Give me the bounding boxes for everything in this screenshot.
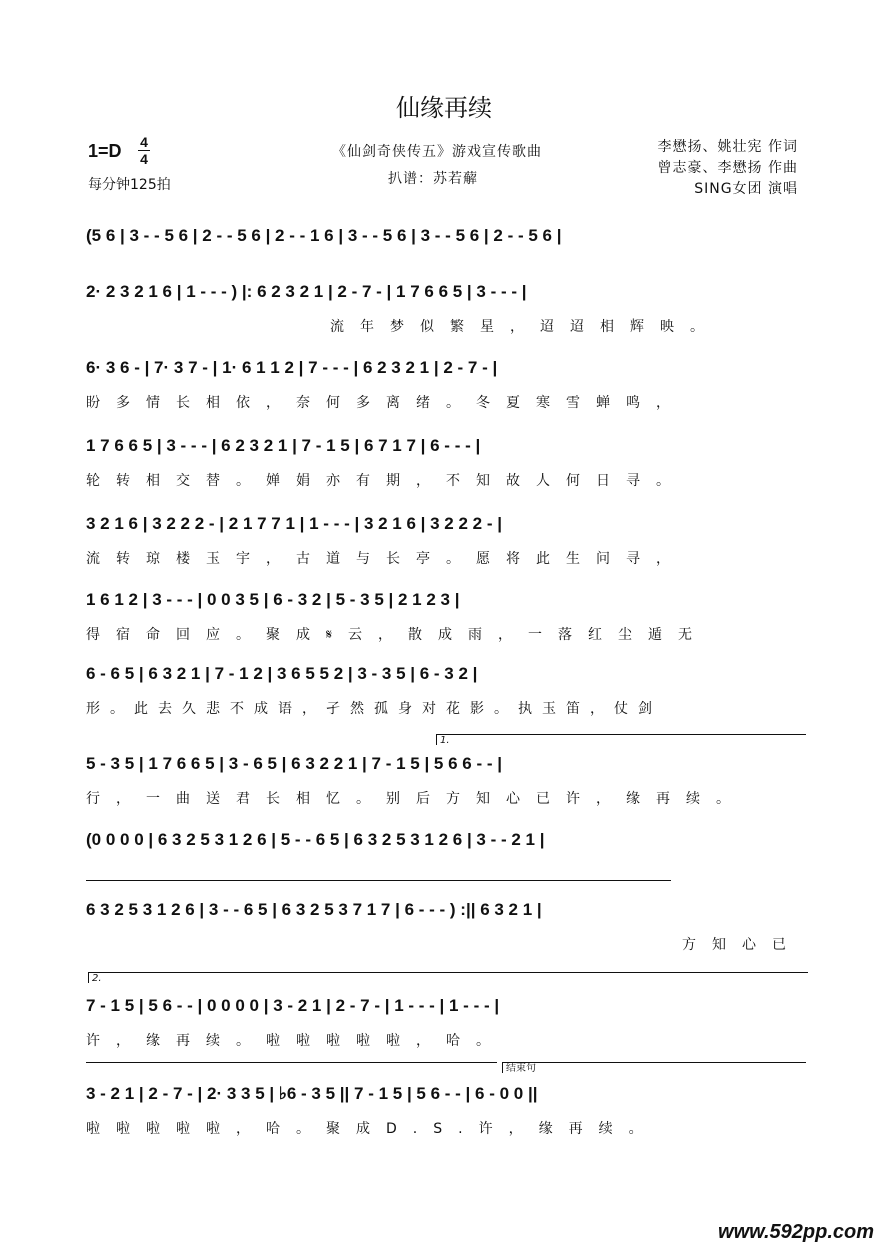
score-line [86,500,804,567]
lyric-row: 流转琼楼玉宇，古道与长亭。愿将此生问寻， [86,551,686,567]
notation-row: 2· 2 3 2 1 6 | 1 - - - ) |: 6 2 3 2 1 | 2 - 7 - | 1 7 6 6 5 | 3 - - - | [86,282,527,301]
lyric-row: 方知心已 [682,937,802,953]
lyric-row: 许，缘再续。啦啦啦啦啦，哈。 [86,1033,506,1049]
second-ending-bracket-continued [86,1062,497,1069]
notation-row: (5 6 | 3 - - 5 6 | 2 - - 5 6 | 2 - - 1 6 | 3 - - 5 6 | 3 - - 5 6 | 2 - - 5 6 | [86,226,562,245]
transcriber: 扒谱：苏若薢 [388,171,478,187]
score-line [86,886,804,953]
first-ending-bracket-continued [86,880,671,889]
lyric-row: 啦啦啦啦啦，哈。聚成D.S.许，缘再续。 [86,1121,659,1137]
lyric-row: 形。此去久悲不成语，孑然孤身对花影。执玉笛，仗剑 [86,701,662,717]
lyric-row: 得宿命回应。聚成𝄋云，散成雨，一落红尘遁无 [86,627,709,643]
lyric-row: 盼多情长相依，奈何多离绪。冬夏寒雪蝉鸣， [86,395,686,411]
score-line [86,973,804,1049]
first-ending-bracket: 1. [436,734,806,745]
notation-row: 6 - 6 5 | 6 3 2 1 | 7 - 1 2 | 3 6 5 5 2 | 3 - 3 5 | 6 - 3 2 | [86,664,478,683]
score-line [86,344,804,411]
notation-row: 6· 3 6 - | 7· 3 7 - | 1· 6 1 1 2 | 7 - - - | 6 2 3 2 1 | 2 - 7 - | [86,358,498,377]
site-watermark: www.592pp.com [718,1221,874,1243]
notation-row: 3 - 2 1 | 2 - 7 - | 2· 3 3 5 | ♭6 - 3 5 || 7 - 1 5 | 5 6 - - | 6 - 0 0 || [86,1084,538,1103]
key-signature: 1=D [88,141,122,161]
time-signature [138,135,150,166]
credit-lyricist: 李懋扬、姚壮宪 作词 [657,139,798,155]
notation-row: 3 2 1 6 | 3 2 2 2 - | 2 1 7 7 1 | 1 - - - | 3 2 1 6 | 3 2 2 2 - | [86,514,502,533]
notation-row: 1 6 1 2 | 3 - - - | 0 0 3 5 | 6 - 3 2 | 5 - 3 5 | 2 1 2 3 | [86,590,460,609]
notation-row: 5 - 3 5 | 1 7 6 6 5 | 3 - 6 5 | 6 3 2 2 1 | 7 - 1 5 | 5 6 6 - - | [86,754,502,773]
subtitle: 《仙剑奇侠传五》游戏宣传歌曲 [332,144,542,160]
lyric-row: 行，一曲送君长相忆。别后方知心已许，缘再续。 [86,791,746,807]
song-title: 仙缘再续 [396,94,492,122]
score-line [86,212,804,272]
lyric-row: 轮转相交替。婵娟亦有期，不知故人何日寻。 [86,473,686,489]
notation-row: 1 7 6 6 5 | 3 - - - | 6 2 3 2 1 | 7 - 1 5 | 6 7 1 7 | 6 - - - | [86,436,481,455]
score-line [86,735,804,807]
score-line [86,650,804,717]
notation-row: 7 - 1 5 | 5 6 - - | 0 0 0 0 | 3 - 2 1 | 2 - 7 - | 1 - - - | 1 - - - | [86,996,500,1015]
score-line [86,576,804,643]
time-sig-bottom: 4 [140,151,148,167]
credit-performer: SING女团 演唱 [694,181,798,197]
score-line [86,268,804,335]
notation-row: 6 3 2 5 3 1 2 6 | 3 - - 6 5 | 6 3 2 5 3 7 1 7 | 6 - - - ) :|| 6 3 2 1 | [86,900,542,919]
credit-composer: 曾志豪、李懋扬 作曲 [657,160,798,176]
score-line [86,816,804,876]
score-line [86,1063,804,1137]
lyric-row: 流年梦似繁星，迢迢相辉映。 [330,319,720,335]
time-sig-top: 4 [140,134,148,150]
score-line [86,422,804,489]
notation-row: (0 0 0 0 | 6 3 2 5 3 1 2 6 | 5 - - 6 5 | 6 3 2 5 3 1 2 6 | 3 - - 2 1 | [86,830,545,849]
tempo: 每分钟125拍 [88,177,171,193]
ending-phrase-bracket: 结束句 [502,1062,806,1073]
second-ending-bracket: 2. [88,972,808,983]
